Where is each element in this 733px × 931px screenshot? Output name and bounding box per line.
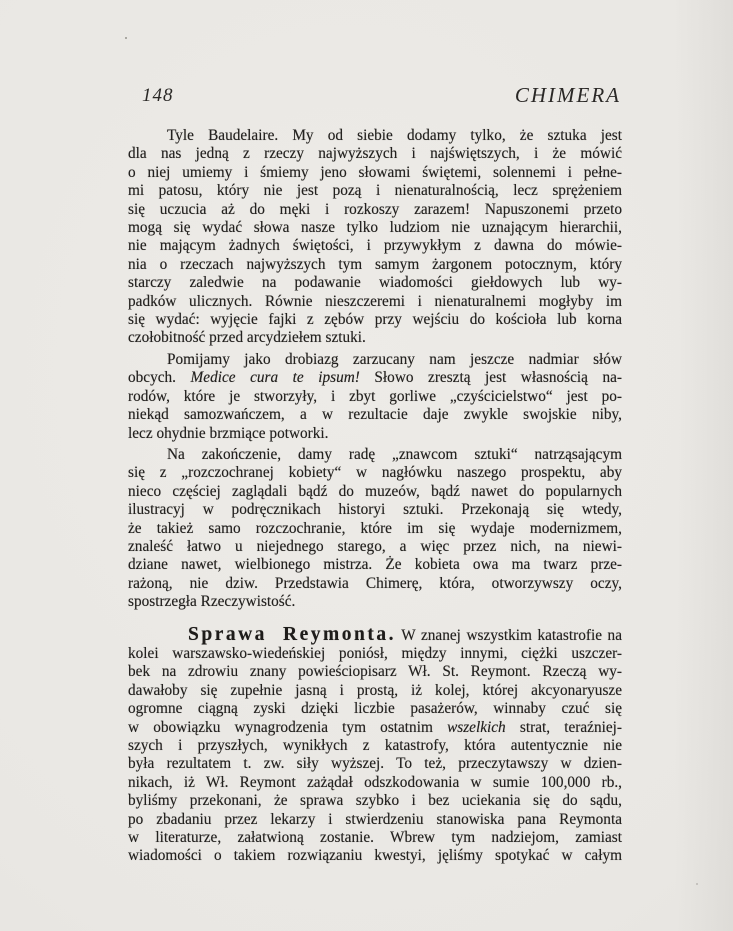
text-line (128, 274, 622, 292)
text-line (128, 682, 622, 700)
text-segment: się uczucia aż do męki i rozkoszy zarazem! Napuszonemi przeto (128, 200, 622, 218)
text-segment: obcych. (128, 369, 191, 387)
text-line (128, 520, 622, 538)
text-line (128, 645, 622, 663)
text-segment: starczy zaledwie na podawanie wiadomości giełdowych lub wy- (128, 274, 622, 292)
text-segment: rodów, które je stworzyły, i zbyt gorliwe „czyścicielstwo“ jest po- (128, 387, 622, 405)
text-segment: była rezultatem t. zw. siły wyższej. To też, przeczytawszy w dzien- (128, 755, 622, 773)
text-line (128, 811, 622, 829)
text-line (128, 663, 622, 681)
text-line (128, 311, 622, 329)
text-line (128, 501, 622, 519)
text-line (128, 700, 622, 718)
text-line (128, 164, 622, 182)
text-segment: W znanej wszystkim katastrofie na (395, 626, 622, 644)
text-line (128, 293, 622, 311)
text-line (128, 792, 622, 810)
text-segment: nie mającym żadnych świętości, i przywykłym z dawna do mówie- (128, 237, 622, 255)
text-segment: w literaturze, załatwioną zostanie. Wbrew tym nadziejom, zamiast (128, 829, 622, 847)
text-segment: padków ulicznych. Równie nieszczeremi i nienaturalnemi mogłyby im (128, 292, 622, 310)
text-line (128, 237, 622, 255)
text-segment: po zbadaniu przez lekarzy i stwierdzeniu stanowiska pana Reymonta (128, 810, 622, 828)
text-line (128, 575, 622, 593)
text-segment: Tyle Baudelaire. My od siebie dodamy tylko, że sztuka jest (167, 127, 622, 144)
text-segment: nieco częściej zaglądali bądź do muzeów, bądź nawet do popularnych (128, 482, 622, 500)
text-segment: nikach, iż Wł. Reymont zażądał odszkodowania w sumie 100,000 rb., (128, 773, 622, 791)
text-segment: się wydać: wyjęcie fajki z zębów przy wejściu do kościoła lub korna (128, 311, 622, 329)
text-segment: bek na zdrowiu znany powieściopisarz Wł. St. Reymont. Rzeczą wy- (128, 663, 622, 681)
text-line (128, 127, 622, 145)
text-segment: mi patosu, który nie jest pozą i nienaturalnością, lecz sprężeniem (128, 182, 622, 200)
text-line (128, 425, 622, 443)
text-line (128, 369, 622, 387)
text-line (128, 329, 622, 347)
text-line (128, 737, 622, 755)
text-line (128, 755, 622, 773)
text-segment: kolei warszawsko-wiedeńskiej poniósł, między innymi, ciężki uszczer- (128, 644, 622, 662)
text-line (128, 464, 622, 482)
text-line (128, 446, 622, 464)
text-segment: wiadomości o takiem rozwiązaniu kwestyi, jęliśmy spotykać w całym (128, 847, 622, 865)
paper-speck (696, 883, 698, 885)
text-segment: Medice cura te ipsum! (190, 369, 360, 387)
text-line (128, 593, 622, 611)
journal-title: CHIMERA (514, 83, 621, 107)
text-segment: rażoną, nie dziw. Przedstawia Chimerę, która, otworzywszy oczy, (128, 574, 622, 592)
text-segment: o niej umiemy i śmiemy jeno słowami świętemi, solennemi i pełne- (128, 163, 622, 181)
text-segment: Na zakończenie, damy radę „znawcom sztuki“ natrząsającym (167, 445, 622, 463)
text-segment: Pomijamy jako drobiazg zarzucany nam jeszcze nadmiar słów (167, 350, 622, 368)
text-segment: w obowiązku wynagrodzenia tym ostatnim (128, 718, 448, 736)
paragraph (128, 623, 622, 866)
text-line (128, 538, 622, 556)
text-line (128, 556, 622, 574)
text-line (128, 145, 622, 163)
text-segment: lecz ohydnie brzmiące potworki. (128, 424, 329, 442)
text-line (128, 388, 622, 406)
text-line (128, 719, 622, 737)
text-line (128, 623, 622, 645)
text-segment: szych i przyszłych, wynikłych z katastrofy, która autentycznie nie (128, 737, 622, 754)
text-line (128, 219, 622, 237)
text-segment: niekąd samozwańczem, a w rezultacie daje zwykle swojskie niby, (128, 406, 622, 424)
text-segment: nia o rzeczach najwyższych tym samym żargonem potocznym, który (128, 255, 622, 273)
text-segment: spostrzegła Rzeczywistość. (128, 593, 296, 611)
text-segment: się z „rozczochranej kobiety“ w nagłówku naszego prospektu, aby (128, 464, 622, 482)
text-line (128, 406, 622, 424)
text-line (128, 483, 622, 501)
paragraph (128, 127, 622, 348)
text-block (128, 127, 622, 866)
paragraph (128, 446, 622, 612)
text-line (128, 351, 622, 369)
text-segment: dla nas jedną z rzeczy najwyższych i najświętszych, i że mówić (128, 145, 622, 163)
text-segment: czołobitność przed arcydziełem sztuki. (128, 329, 366, 347)
text-segment: dawałoby się zupełnie jasną i prostą, iż kolej, której akcyonaryusze (128, 681, 622, 699)
text-line (128, 774, 622, 792)
section-heading: Sprawa Reymonta. (188, 623, 396, 645)
text-line (128, 847, 622, 865)
text-segment: strat, teraźniej- (505, 718, 622, 736)
text-segment: mogą się wydać słowa nasze tylko ludziom nie uznającym hierarchii, (128, 219, 622, 237)
text-segment: ogromne ciągną zyski dzięki liczbie pasażerów, winnaby czuć się (128, 700, 622, 718)
text-segment: znaleść łatwo u niejednego starego, a więc przez nich, na niewi- (128, 537, 622, 555)
text-line (128, 201, 622, 219)
page-number: 148 (142, 85, 174, 106)
paper-speck (125, 37, 127, 39)
text-segment: byliśmy przekonani, że sprawa szybko i bez uciekania się do sądu, (128, 792, 622, 810)
text-segment: Słowo zresztą jest własnością na- (359, 369, 622, 387)
text-segment: że takież samo rozczochranie, które im się wydaje modernizmem, (128, 519, 622, 537)
paragraph (128, 351, 622, 443)
text-segment: ilustracyj w podręcznikach historyi sztuki. Przekonają się wtedy, (128, 501, 622, 519)
text-line (128, 182, 622, 200)
text-line (128, 256, 622, 274)
text-segment: dziane nawet, wielbionego mistrza. Że kobieta owa ma twarz prze- (128, 556, 622, 574)
text-line (128, 829, 622, 847)
text-segment: wszelkich (447, 718, 506, 736)
